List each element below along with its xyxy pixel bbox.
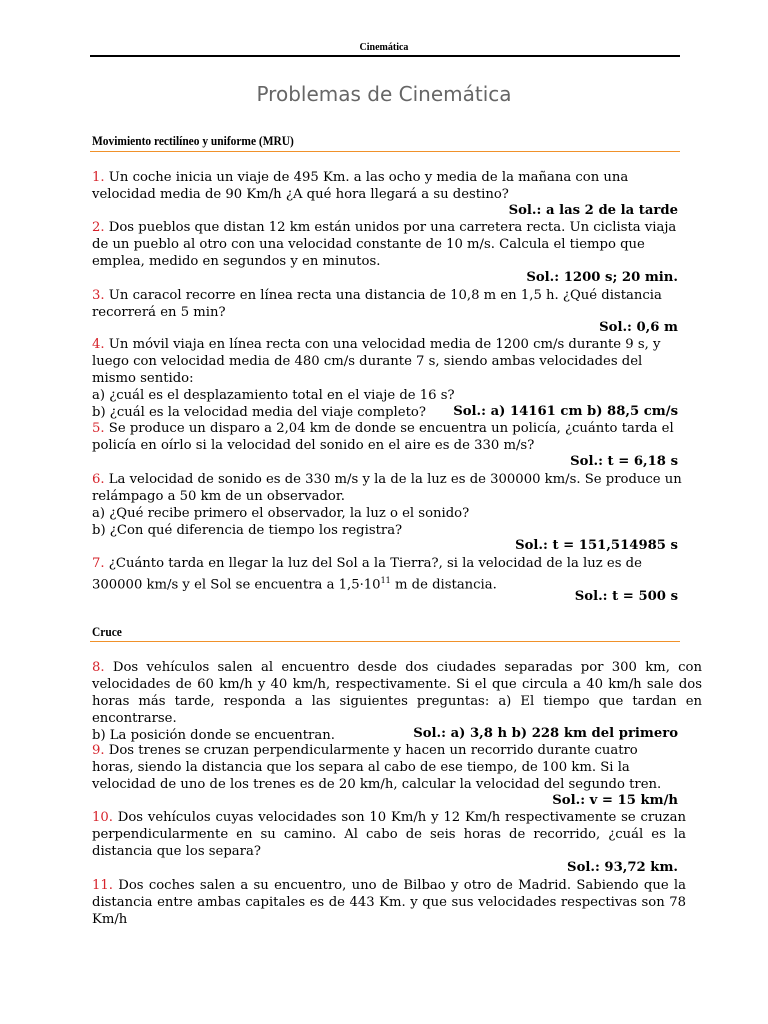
problem-text: Un móvil viaja en línea recta con una velocidad media de 1200 cm/s durante 9 s, y luego con velocidad media de 480 cm/s durante 7 s, siendo ambas velocidades del mismo sentido:: [92, 337, 661, 386]
problem-part-b: b) La posición donde se encuentran.: [92, 728, 335, 743]
solution-4: Sol.: a) 14161 cm b) 88,5 cm/s: [453, 404, 678, 419]
section-rule-mru: [90, 151, 680, 152]
problem-2: [92, 219, 682, 270]
problem-number: 11.: [92, 878, 113, 893]
problem-3: [92, 287, 682, 321]
problem-part-b: b) ¿cuál es la velocidad media del viaje completo?: [92, 405, 426, 420]
problem-5: [92, 420, 682, 454]
problem-text: Se produce un disparo a 2,04 km de donde se encuentra un policía, ¿cuánto tarda el policía en oírlo si la velocidad del sonido en el aire es de 330 m/s?: [92, 421, 674, 453]
problem-part-a: a) ¿Qué recibe primero el observador, la luz o el sonido?: [92, 506, 470, 521]
problem-text: Dos vehículos cuyas velocidades son 10 Km/h y 12 Km/h respectivamente se cruzan perpendicularmente en su camino. Al cabo de seis horas de recorrido, ¿cuál es la distancia que los separa?: [92, 810, 686, 859]
running-header: Cinemática: [359, 42, 409, 53]
section-heading-cruce: Cruce: [92, 624, 122, 639]
problem-text: Dos trenes se cruzan perpendicularmente y hacen un recorrido durante cuatro horas, siendo la distancia que los separa al cabo de ese tiempo, de 100 km. Si la velocidad de uno de los trenes es de 20 km/h, calcular la velocidad del segundo tren.: [92, 743, 662, 792]
problem-number: 9.: [92, 743, 105, 758]
problem-number: 1.: [92, 170, 105, 185]
solution-8: Sol.: a) 3,8 h b) 228 km del primero: [413, 726, 678, 741]
header-rule: [90, 55, 680, 57]
problem-text-tail: m de distancia.: [390, 577, 497, 593]
problem-number: 7.: [92, 556, 105, 571]
page-title: Problemas de Cinemática: [256, 82, 512, 106]
problem-11: [92, 877, 686, 928]
problem-text: Un caracol recorre en línea recta una distancia de 10,8 m en 1,5 h. ¿Qué distancia recorrerá en 5 min?: [92, 288, 662, 320]
problem-number: 6.: [92, 472, 105, 487]
problem-text: ¿Cuánto tarda en llegar la luz del Sol a la Tierra?, si la velocidad de la luz es de 300000 km/s y el Sol se encuentra a 1,5·10: [92, 556, 642, 593]
problem-1: [92, 169, 682, 203]
solution-10: Sol.: 93,72 km.: [567, 860, 678, 875]
problem-number: 5.: [92, 421, 105, 436]
problem-part-b: b) ¿Con qué diferencia de tiempo los registra?: [92, 523, 403, 538]
problem-number: 10.: [92, 810, 113, 825]
section-heading-mru: Movimiento rectilíneo y uniforme (MRU): [92, 133, 294, 148]
solution-7: Sol.: t = 500 s: [574, 589, 678, 604]
problem-number: 4.: [92, 337, 105, 352]
exponent: 11: [380, 576, 391, 585]
section-rule-cruce: [90, 641, 680, 642]
problem-9: [92, 742, 682, 793]
problem-text: Dos pueblos que distan 12 km están unidos por una carretera recta. Un ciclista viaja de un pueblo al otro con una velocidad constante de 10 m/s. Calcula el tiempo que emplea, medido en segundos y en minutos.: [92, 220, 677, 269]
solution-6: Sol.: t = 151,514985 s: [515, 538, 678, 553]
solution-5: Sol.: t = 6,18 s: [570, 454, 678, 469]
problem-text: La velocidad de sonido es de 330 m/s y la de la luz es de 300000 km/s. Se produce un relámpago a 50 km de un observador.: [92, 472, 682, 504]
problem-number: 2.: [92, 220, 105, 235]
solution-3: Sol.: 0,6 m: [599, 320, 678, 335]
problem-text: Dos vehículos salen al encuentro desde dos ciudades separadas por 300 km, con velocidades de 60 km/h y 40 km/h, respectivamente. Si el que circula a 40 km/h sale dos horas más tarde, responda a las siguientes preguntas: a) El tiempo que tardan en encontrarse.: [92, 660, 702, 726]
problem-part-a: a) ¿cuál es el desplazamiento total en el viaje de 16 s?: [92, 388, 455, 403]
solution-2: Sol.: 1200 s; 20 min.: [526, 270, 678, 285]
solution-1: Sol.: a las 2 de la tarde: [508, 203, 678, 218]
problem-number: 3.: [92, 288, 105, 303]
problem-number: 8.: [92, 660, 105, 675]
problem-7: [92, 555, 682, 593]
problem-text: Dos coches salen a su encuentro, uno de Bilbao y otro de Madrid. Sabiendo que la distancia entre ambas capitales es de 443 Km. y que sus velocidades respectivas son 78 Km/h: [92, 878, 686, 927]
problem-6: [92, 471, 682, 539]
problem-text: Un coche inicia un viaje de 495 Km. a las ocho y media de la mañana con una velocidad media de 90 Km/h ¿A qué hora llegará a su destino?: [92, 170, 629, 202]
solution-9: Sol.: v = 15 km/h: [552, 793, 678, 808]
problem-10: [92, 809, 686, 860]
